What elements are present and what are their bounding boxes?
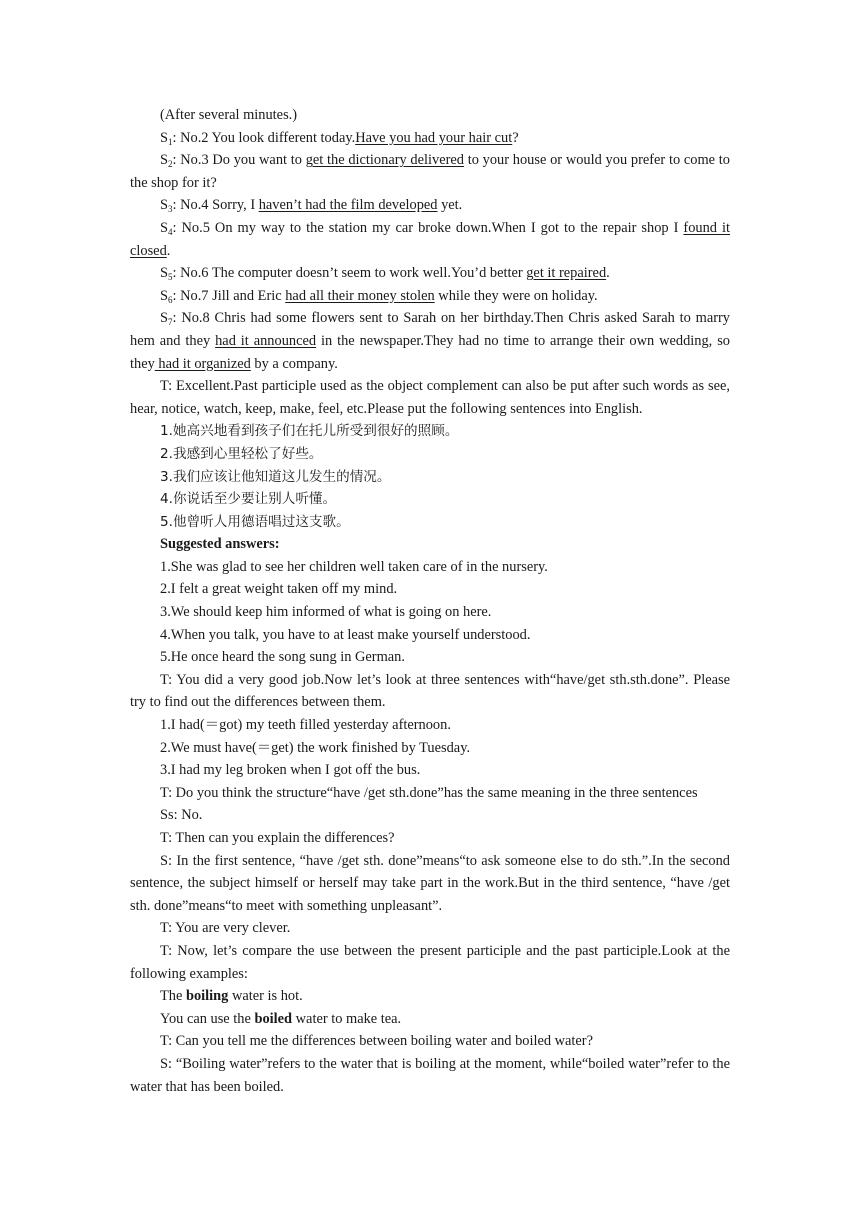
students-answer: Ss: No. [160, 807, 203, 824]
answer-item: 2.I felt a great weight taken off my mind. [160, 581, 398, 598]
line-text: : No.6 The computer doesn’t seem to work well.You’d better [172, 265, 527, 282]
speaker: S [160, 152, 169, 169]
speaker: S [160, 197, 169, 214]
speaker-number: 4 [168, 226, 173, 237]
dialogue-line-s1 [130, 127, 730, 150]
line-text: ? [512, 129, 519, 146]
speaker-number: 3 [168, 204, 173, 215]
teacher-praise: T: You are very clever. [160, 920, 291, 937]
dialogue-line-s6 [130, 285, 730, 308]
underlined-answer: haven’t had the film developed [258, 197, 438, 214]
line-text: yet. [437, 197, 463, 214]
dialogue-line-s5 [130, 262, 730, 285]
line-text: . [606, 265, 610, 282]
line-text: : No.5 On my way to the station my car broke down.When I got to the repair shop I [172, 219, 684, 236]
example-sentence: 1.I had(＝got) my teeth filled yesterday afternoon. [160, 717, 451, 734]
teacher-difference-question: T: Can you tell me the differences between boiling water and boiled water? [160, 1033, 593, 1050]
chinese-sentence-list [130, 420, 730, 533]
line-text: . [166, 242, 171, 259]
chinese-sentence: 1.她高兴地看到孩子们在托儿所受到很好的照顾。 [160, 423, 459, 440]
example-boiled: You can use the boiled water to make tea. [160, 1010, 402, 1027]
line-text: while they were on holiday. [434, 287, 598, 304]
speaker-number: 6 [168, 294, 173, 305]
underlined-answer: found it closed [130, 219, 730, 259]
underlined-answer: get the dictionary delivered [305, 152, 464, 169]
answer-item: 3.We should keep him informed of what is going on here. [160, 604, 492, 621]
line-text: : No.4 Sorry, I [172, 197, 259, 214]
teacher-think-question: T: Do you think the structure“have /get sth.done”has the same meaning in the three sentences [160, 784, 698, 801]
dialogue-line-s3 [130, 194, 730, 217]
intro-line: (After several minutes.) [160, 107, 298, 123]
example-sentence: 3.I had my leg broken when I got off the bus. [160, 762, 421, 779]
teacher-compare-intro: T: Now, let’s compare the use between the present participle and the past participle.Look at the following examples: [130, 942, 730, 982]
example-sentence: 2.We must have(＝get) the work finished by Tuesday. [160, 739, 471, 756]
answer-item: 5.He once heard the song sung in German. [160, 649, 405, 666]
speaker: S [160, 287, 169, 304]
underlined-answer: get it repaired [526, 265, 607, 282]
line-text: : No.7 Jill and Eric [172, 287, 286, 304]
teacher-good-job: T: You did a very good job.Now let’s look at three sentences with“have/get sth.sth.done”. Please try to find out the differences between them. [130, 671, 730, 711]
speaker: S [160, 219, 169, 236]
speaker: S [160, 265, 169, 282]
answer-item: 1.She was glad to see her children well taken care of in the nursery. [160, 558, 548, 575]
teacher-object-complement: T: Excellent.Past participle used as the object complement can also be put after such words as see, hear, notice, watch, keep, make, feel, etc.Please put the following sentences into English. [130, 378, 730, 417]
line-text: : No.3 Do you want to [172, 152, 306, 169]
underlined-answer: Have you had your hair cut [355, 129, 513, 146]
speaker-number: 5 [168, 272, 173, 283]
line-text: to your house or would you prefer to come to the shop for it? [130, 152, 731, 191]
dialogue-line-s7: $S_7$: No.8 Chris had some flowers sent to Sarah on her birthday.Then Chris asked Sarah to marry hem and they had it announced in the newspaper.They had no time to arrange their own wedding, so they had it organized by a company. [130, 310, 730, 372]
answer-list [130, 556, 730, 669]
line-text: : No.2 You look different today. [172, 129, 356, 146]
document-page [130, 104, 730, 1098]
have-get-example-list [130, 714, 730, 782]
speaker: S [160, 129, 169, 146]
student-explanation: S: In the first sentence, “have /get sth. done”means“to ask someone else to do sth.”.In the second sentence, the subject himself or herself may take part in the work.But in the third sentence, “have /get sth. done”means“to meet with something unpleasant”. [130, 852, 730, 914]
chinese-sentence: 2.我感到心里轻松了好些。 [160, 445, 323, 462]
speaker-number: 2 [168, 159, 173, 170]
example-boiling: The boiling water is hot. [160, 988, 303, 1005]
chinese-sentence: 5.他曾听人用德语唱过这支歌。 [160, 513, 350, 530]
student-boiling-answer: S: “Boiling water”refers to the water that is boiling at the moment, while“boiled water”refer to the water that has been boiled. [130, 1055, 730, 1095]
dialogue-line-s4 [130, 217, 730, 262]
dialogue-line-s2 [130, 149, 730, 194]
suggested-answers-heading: Suggested answers: [160, 536, 280, 553]
underlined-answer: had all their money stolen [285, 287, 435, 304]
student-dialogue [130, 127, 730, 308]
teacher-explain-question: T: Then can you explain the differences? [160, 830, 395, 846]
speaker-number: 1 [168, 136, 173, 147]
answer-item: 4.When you talk, you have to at least make yourself understood. [160, 626, 531, 643]
chinese-sentence: 3.我们应该让他知道这儿发生的情况。 [160, 468, 391, 485]
chinese-sentence: 4.你说话至少要让别人听懂。 [160, 491, 337, 508]
